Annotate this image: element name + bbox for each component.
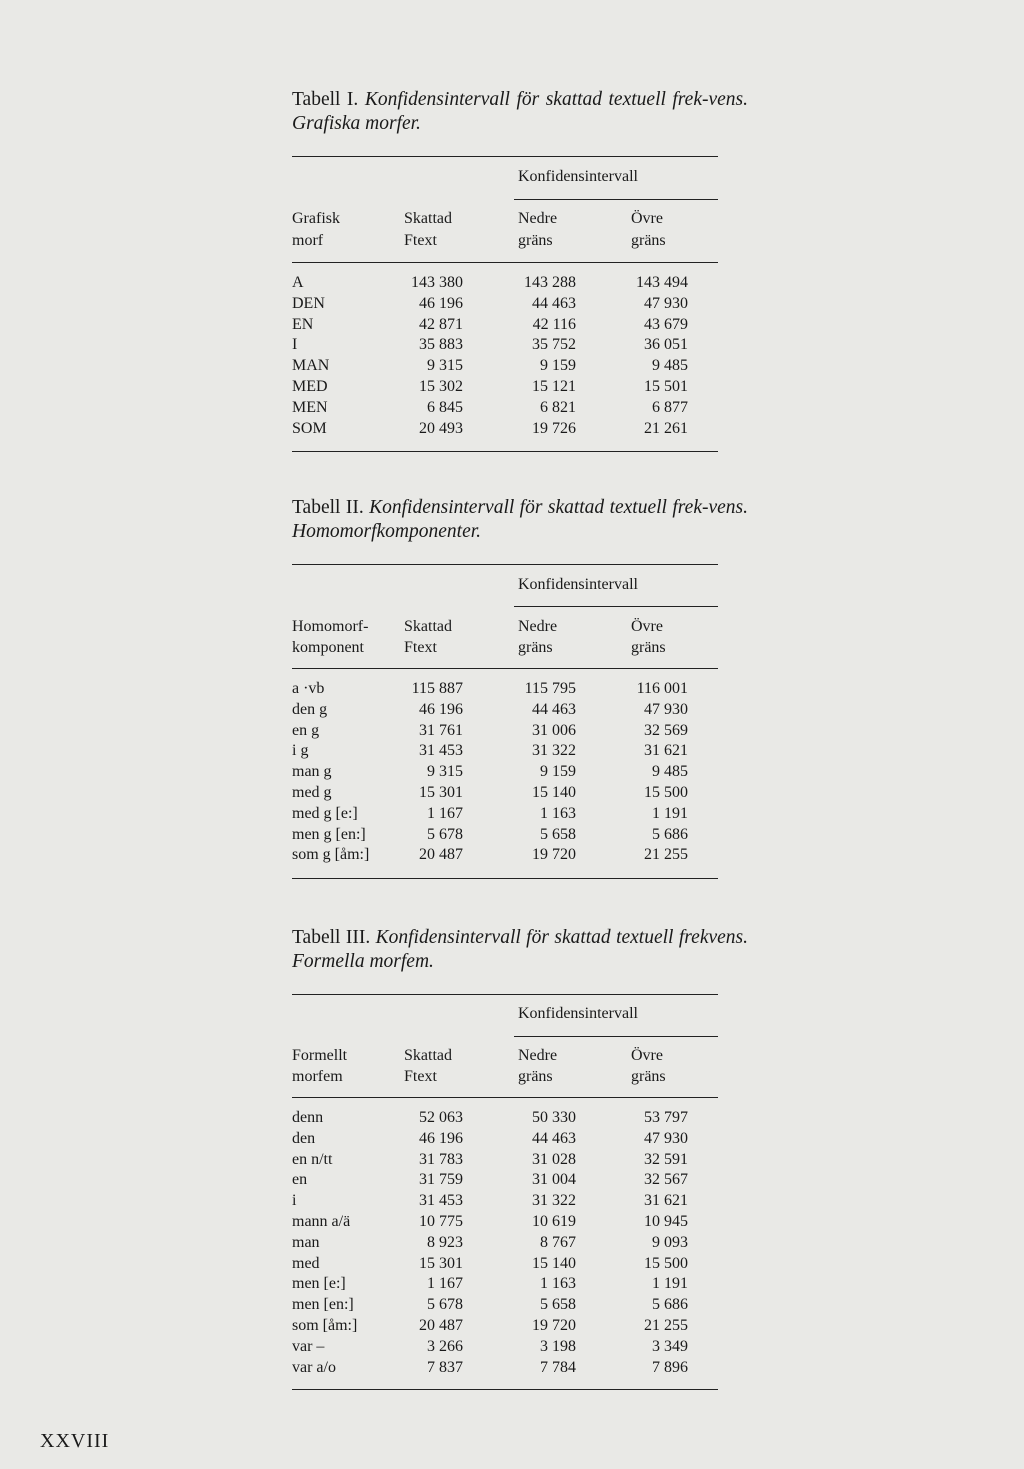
table-1-col3-head-2: gräns — [518, 232, 553, 249]
row-lower-bound: 15 121 — [532, 377, 576, 395]
table-row — [292, 762, 718, 783]
row-lower-bound: 31 322 — [532, 742, 576, 760]
row-lower-bound: 9 159 — [540, 763, 576, 781]
row-upper-bound: 32 591 — [644, 1150, 688, 1168]
row-label: var – — [292, 1337, 325, 1355]
table-1-group-rule — [514, 199, 718, 200]
table-row — [292, 1274, 718, 1295]
row-estimate: 143 380 — [411, 274, 463, 291]
table-3-col1-head-2: morfem — [292, 1068, 343, 1085]
row-estimate: 35 883 — [419, 336, 463, 354]
row-lower-bound: 8 767 — [540, 1233, 576, 1251]
row-estimate: 115 887 — [411, 680, 463, 697]
row-upper-bound: 7 896 — [652, 1358, 688, 1376]
row-upper-bound: 15 500 — [644, 783, 688, 801]
row-lower-bound: 19 720 — [532, 1316, 576, 1334]
table-1-bottom-rule — [292, 451, 718, 452]
row-estimate: 10 775 — [419, 1212, 463, 1230]
row-upper-bound: 10 945 — [644, 1212, 688, 1230]
row-lower-bound: 42 116 — [532, 315, 576, 333]
table-2-col3-head-2: gräns — [518, 639, 553, 656]
table-3-label: Tabell III. — [292, 927, 371, 948]
row-upper-bound: 47 930 — [644, 294, 688, 312]
row-lower-bound: 50 330 — [532, 1109, 576, 1126]
row-estimate: 31 453 — [419, 1192, 463, 1210]
row-estimate: 1 167 — [427, 1275, 463, 1293]
table-row — [292, 1337, 718, 1358]
row-label: a ·vb — [292, 680, 325, 697]
table-row — [292, 825, 718, 846]
row-estimate: 31 783 — [419, 1150, 463, 1168]
table-row — [292, 741, 718, 762]
row-lower-bound: 31 322 — [532, 1192, 576, 1210]
table-3-title: Konfidensintervall för skattad textuell frekvens. Formella morfem. — [292, 927, 748, 972]
row-label: den — [292, 1129, 316, 1147]
table-3-col1-head-1: Formellt — [292, 1047, 348, 1064]
row-lower-bound: 7 784 — [540, 1358, 576, 1376]
table-row — [292, 804, 718, 825]
row-estimate: 5 678 — [427, 1296, 463, 1314]
row-lower-bound: 1 163 — [540, 1275, 576, 1293]
table-2 — [292, 496, 748, 886]
table-row — [292, 700, 718, 721]
table-3-top-rule — [292, 994, 718, 995]
table-row — [292, 1129, 718, 1150]
row-label: SOM — [292, 419, 327, 437]
row-lower-bound: 31 028 — [532, 1150, 576, 1168]
row-upper-bound: 9 485 — [652, 763, 688, 781]
table-3-caption — [292, 926, 748, 974]
row-estimate: 20 493 — [419, 419, 463, 437]
row-label: i — [292, 1192, 297, 1210]
row-estimate: 15 302 — [419, 377, 463, 395]
row-upper-bound: 32 567 — [644, 1171, 688, 1189]
table-row — [292, 1358, 718, 1379]
row-estimate: 31 759 — [419, 1171, 463, 1189]
row-upper-bound: 15 501 — [644, 377, 688, 395]
table-1 — [292, 88, 748, 458]
table-3-bottom-rule — [292, 1389, 718, 1390]
page-number: XXVIII — [40, 1430, 110, 1452]
row-upper-bound: 1 191 — [652, 804, 688, 822]
table-3-col4-head-1: Övre — [631, 1047, 663, 1064]
row-lower-bound: 1 163 — [540, 804, 576, 822]
row-estimate: 3 266 — [427, 1337, 463, 1355]
table-1-col1-head-2: morf — [292, 232, 324, 249]
table-3-col2-head-1: Skattad — [404, 1047, 452, 1064]
row-estimate: 7 837 — [427, 1358, 463, 1376]
table-row — [292, 1191, 718, 1212]
row-label: den g — [292, 700, 328, 718]
row-upper-bound: 5 686 — [652, 825, 688, 843]
row-lower-bound: 5 658 — [540, 825, 576, 843]
row-upper-bound: 3 349 — [652, 1337, 688, 1355]
row-lower-bound: 143 288 — [524, 274, 576, 291]
row-upper-bound: 43 679 — [644, 315, 688, 333]
table-2-top-rule — [292, 564, 718, 565]
row-label: denn — [292, 1109, 324, 1126]
table-1-caption — [292, 88, 748, 136]
row-lower-bound: 3 198 — [540, 1337, 576, 1355]
row-label: en — [292, 1171, 308, 1189]
table-2-bottom-rule — [292, 878, 718, 879]
table-row — [292, 1233, 718, 1254]
row-label: MAN — [292, 357, 330, 375]
row-lower-bound: 15 140 — [532, 1254, 576, 1272]
table-row — [292, 398, 718, 419]
table-row — [292, 315, 718, 336]
row-label: men [e:] — [292, 1275, 346, 1293]
row-upper-bound: 36 051 — [644, 336, 688, 354]
table-3-col2-head-2: Ftext — [404, 1068, 437, 1085]
row-upper-bound: 15 500 — [644, 1254, 688, 1272]
row-label: som g [åm:] — [292, 846, 370, 864]
table-3-group-header: Konfidensintervall — [518, 1005, 638, 1022]
table-2-title: Konfidensintervall för skattad textuell frek-vens. Homomorfkomponenter. — [292, 497, 748, 542]
table-row — [292, 377, 718, 398]
table-1-col2-head-2: Ftext — [404, 232, 437, 249]
row-label: MED — [292, 377, 328, 395]
row-upper-bound: 21 255 — [644, 846, 688, 864]
row-label: men g [en:] — [292, 825, 366, 843]
row-lower-bound: 19 726 — [532, 419, 576, 437]
row-lower-bound: 31 004 — [532, 1171, 576, 1189]
table-3-col3-head-2: gräns — [518, 1068, 553, 1085]
row-label: EN — [292, 315, 314, 333]
row-lower-bound: 10 619 — [532, 1212, 576, 1230]
row-lower-bound: 44 463 — [532, 1129, 576, 1147]
table-2-col1-head-2: komponent — [292, 639, 364, 656]
table-2-col1-head-1: Homomorf- — [292, 618, 369, 635]
table-1-col2-head-1: Skattad — [404, 210, 452, 227]
table-row — [292, 1254, 718, 1275]
row-label: DEN — [292, 294, 325, 312]
row-lower-bound: 115 795 — [524, 680, 576, 697]
row-label: man g — [292, 763, 332, 781]
row-label: I — [292, 336, 298, 354]
row-upper-bound: 9 093 — [652, 1233, 688, 1251]
row-estimate: 42 871 — [419, 315, 463, 333]
table-1-col4-head-1: Övre — [631, 210, 663, 227]
table-row — [292, 419, 718, 440]
row-estimate: 52 063 — [419, 1109, 463, 1126]
row-lower-bound: 6 821 — [540, 398, 576, 416]
row-lower-bound: 44 463 — [532, 700, 576, 718]
table-row — [292, 1150, 718, 1171]
table-1-col1-head-1: Grafisk — [292, 210, 340, 227]
row-label: med g — [292, 783, 332, 801]
row-lower-bound: 9 159 — [540, 357, 576, 375]
table-row — [292, 721, 718, 742]
row-estimate: 20 487 — [419, 846, 463, 864]
row-label: med — [292, 1254, 320, 1272]
row-lower-bound: 5 658 — [540, 1296, 576, 1314]
row-upper-bound: 9 485 — [652, 357, 688, 375]
row-upper-bound: 21 261 — [644, 419, 688, 437]
table-2-col3-head-1: Nedre — [518, 618, 558, 635]
row-estimate: 15 301 — [419, 783, 463, 801]
row-upper-bound: 6 877 — [652, 398, 688, 416]
row-estimate: 6 845 — [427, 398, 463, 416]
row-lower-bound: 35 752 — [532, 336, 576, 354]
row-upper-bound: 5 686 — [652, 1296, 688, 1314]
table-row — [292, 294, 718, 315]
row-label: men [en:] — [292, 1296, 354, 1314]
table-row — [292, 1170, 718, 1191]
table-2-col2-head-1: Skattad — [404, 618, 452, 635]
row-estimate: 9 315 — [427, 357, 463, 375]
row-label: en n/tt — [292, 1150, 333, 1168]
table-3-col4-head-2: gräns — [631, 1068, 666, 1085]
row-label: med g [e:] — [292, 804, 358, 822]
row-estimate: 5 678 — [427, 825, 463, 843]
table-1-group-header: Konfidensintervall — [518, 168, 638, 185]
row-upper-bound: 143 494 — [636, 274, 688, 291]
row-label: man — [292, 1233, 320, 1251]
row-estimate: 46 196 — [419, 294, 463, 312]
row-upper-bound: 47 930 — [644, 1129, 688, 1147]
row-estimate: 8 923 — [427, 1233, 463, 1251]
table-2-group-header: Konfidensintervall — [518, 576, 638, 593]
table-row — [292, 335, 718, 356]
row-lower-bound: 44 463 — [532, 294, 576, 312]
table-2-col4-head-1: Övre — [631, 618, 663, 635]
table-2-col2-head-2: Ftext — [404, 639, 437, 656]
table-2-label: Tabell II. — [292, 497, 364, 518]
table-row — [292, 679, 718, 700]
row-label: i g — [292, 742, 309, 760]
row-label: A — [292, 274, 304, 291]
row-upper-bound: 31 621 — [644, 1192, 688, 1210]
table-row — [292, 1108, 718, 1129]
table-row — [292, 273, 718, 294]
row-label: MEN — [292, 398, 328, 416]
row-estimate: 9 315 — [427, 763, 463, 781]
table-2-col4-head-2: gräns — [631, 639, 666, 656]
table-1-top-rule — [292, 156, 718, 157]
table-2-group-rule — [514, 606, 718, 607]
row-label: mann a/ä — [292, 1212, 351, 1230]
row-estimate: 46 196 — [419, 700, 463, 718]
table-3-col3-head-1: Nedre — [518, 1047, 558, 1064]
table-3-group-rule — [514, 1036, 718, 1037]
row-estimate: 46 196 — [419, 1129, 463, 1147]
table-3-header-rule — [292, 1097, 718, 1098]
table-row — [292, 845, 718, 866]
row-label: som [åm:] — [292, 1316, 358, 1334]
row-upper-bound: 31 621 — [644, 742, 688, 760]
row-upper-bound: 53 797 — [644, 1109, 688, 1126]
table-row — [292, 1212, 718, 1233]
table-2-body — [292, 679, 718, 866]
table-1-col4-head-2: gräns — [631, 232, 666, 249]
table-2-header-rule — [292, 668, 718, 669]
row-lower-bound: 15 140 — [532, 783, 576, 801]
table-row — [292, 356, 718, 377]
row-upper-bound: 21 255 — [644, 1316, 688, 1334]
table-2-caption — [292, 496, 748, 544]
table-row — [292, 1316, 718, 1337]
row-estimate: 20 487 — [419, 1316, 463, 1334]
table-1-title: Konfidensintervall för skattad textuell frek-vens. Grafiska morfer. — [292, 89, 748, 134]
table-1-header-rule — [292, 262, 718, 263]
table-row — [292, 1295, 718, 1316]
row-estimate: 31 453 — [419, 742, 463, 760]
table-3 — [292, 926, 748, 1396]
row-upper-bound: 116 001 — [636, 680, 688, 697]
row-estimate: 31 761 — [419, 721, 463, 739]
row-upper-bound: 32 569 — [644, 721, 688, 739]
row-upper-bound: 47 930 — [644, 700, 688, 718]
table-1-label: Tabell I. — [292, 89, 359, 110]
row-label: var a/o — [292, 1358, 336, 1376]
table-1-body — [292, 273, 718, 439]
row-estimate: 15 301 — [419, 1254, 463, 1272]
row-estimate: 1 167 — [427, 804, 463, 822]
table-row — [292, 783, 718, 804]
table-1-col3-head-1: Nedre — [518, 210, 558, 227]
row-label: en g — [292, 721, 320, 739]
table-3-body — [292, 1108, 718, 1378]
row-lower-bound: 19 720 — [532, 846, 576, 864]
row-upper-bound: 1 191 — [652, 1275, 688, 1293]
row-lower-bound: 31 006 — [532, 721, 576, 739]
